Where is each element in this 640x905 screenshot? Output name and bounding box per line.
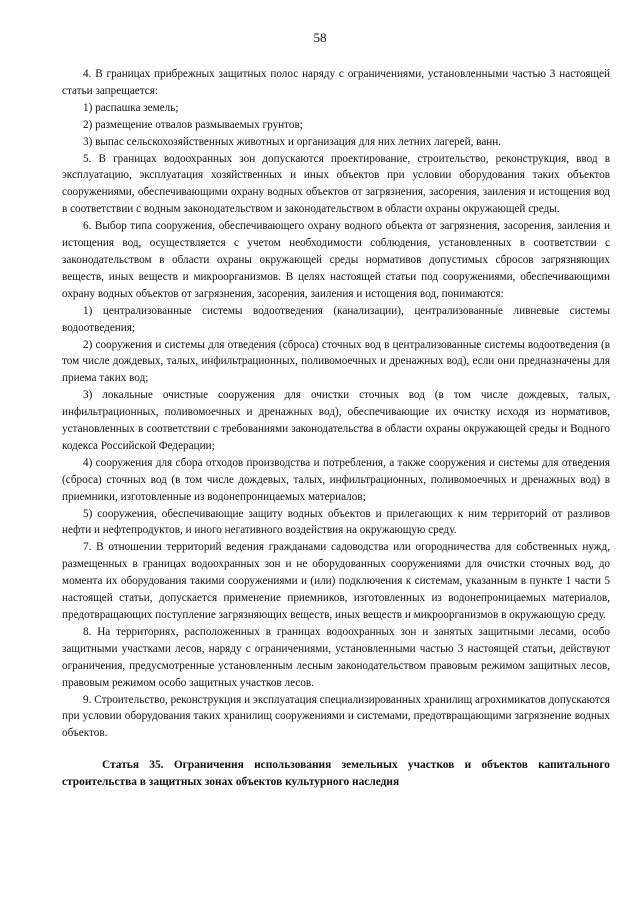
paragraph-4: 4. В границах прибрежных защитных полос наряду с ограничениями, установленными частью 3 настоящей статьи запрещается: (62, 68, 610, 97)
document-body (62, 66, 610, 791)
paragraph-8: 8. На территориях, расположенных в границах водоохранных зон и занятых защитными лесами, особо защитными участками лесов, наряду с ограничениями, установленными частью 3 настоящей статьи, действуют ограничения, предусмотренные установленным лесным законодательством правовым режимом защитных лесов, правовым режимом особо защитных участков лесов. (62, 625, 610, 689)
list-item-6-4: 4) сооружения для сбора отходов производства и потребления, а также сооружения и системы для отведения (сброса) сточных вод (в том числе дождевых, талых, инфильтрационных, поливомоечных и дренажных вод) в приемники, изготовленные из водонепроницаемых материалов; (62, 456, 610, 503)
page-number: 58 (313, 30, 327, 45)
list-item-6-1: 1) централизованные системы водоотведения (канализации), централизованные ливневые системы водоотведения; (62, 304, 610, 334)
paragraph-5: 5. В границах водоохранных зон допускаются проектирование, строительство, реконструкция, ввод в эксплуатацию, эксплуатация хозяйственных и иных объектов при условии оборудования таких объектов сооружениями, обеспечивающими охрану водных объектов от загрязнения, засорения, заиления и истощения вод в соответствии с водным законодательством и законодательством в области охраны окружающей среды. (62, 152, 610, 216)
paragraph-7: 7. В отношении территорий ведения гражданами садоводства или огородничества для собственных нужд, размещенных в границах водоохранных зон и не оборудованных сооружениями для очистки сточных вод, до момента их оборудования такими сооружениями и (или) подключения к системам, указанным в пункте 1 части 5 настоящей статьи, допускается применение приемников, изготовленных из водонепроницаемых материалов, предотвращающих поступление загрязняющих веществ, иных веществ и микроорганизмов в окружающую среду. (62, 541, 610, 621)
list-item-6-2: 2) сооружения и системы для отведения (сброса) сточных вод в централизованные системы водоотведения (в том числе дождевых, талых, инфильтрационных, поливомоечных и дренажных вод), если они предназначены для приема таких вод; (62, 338, 610, 385)
list-item-6-3: 3) локальные очистные сооружения для очистки сточных вод (в том числе дождевых, талых, инфильтрационных, поливомоечных и дренажных вод), обеспечивающие их очистку исходя из нормативов, установленных в соответствии с требованиями законодательства в области охраны окружающей среды и Водного кодекса Российской Федерации; (62, 389, 610, 452)
list-item-1: 1) распашка земель; (83, 101, 179, 114)
list-item-2: 2) размещение отвалов размываемых грунтов; (83, 118, 303, 131)
paragraph-6: 6. Выбор типа сооружения, обеспечивающего охрану водного объекта от загрязнения, засорения, заиления и истощения вод, осуществляется с учетом необходимости соблюдения, установленных в соответствии с законодательством в области охраны окружающей среды нормативов допустимых сбросов загрязняющих веществ, иных веществ и микроорганизмов. В целях настоящей статьи под сооружениями, обеспечивающими охрану водных объектов от загрязнения, засорения, заиления и истощения вод, понимаются: (62, 220, 610, 300)
list-item-3: 3) выпас сельскохозяйственных животных и организация для них летних лагерей, ванн. (83, 135, 502, 148)
paragraph-9: 9. Строительство, реконструкция и эксплуатация специализированных хранилищ агрохимикатов допускаются при условии оборудования таких хранилищ сооружениями и системами, предотвращающими загрязнение водных объектов. (62, 693, 610, 740)
article-heading: Статья 35. Ограничения использования земельных участков и объектов капитального строительства в защитных зонах объектов культурного наследия (62, 759, 610, 789)
list-item-6-5: 5) сооружения, обеспечивающие защиту водных объектов и прилегающих к ним территорий от разливов нефти и нефтепродуктов, и иного негативного воздействия на окружающую среду. (62, 507, 610, 537)
